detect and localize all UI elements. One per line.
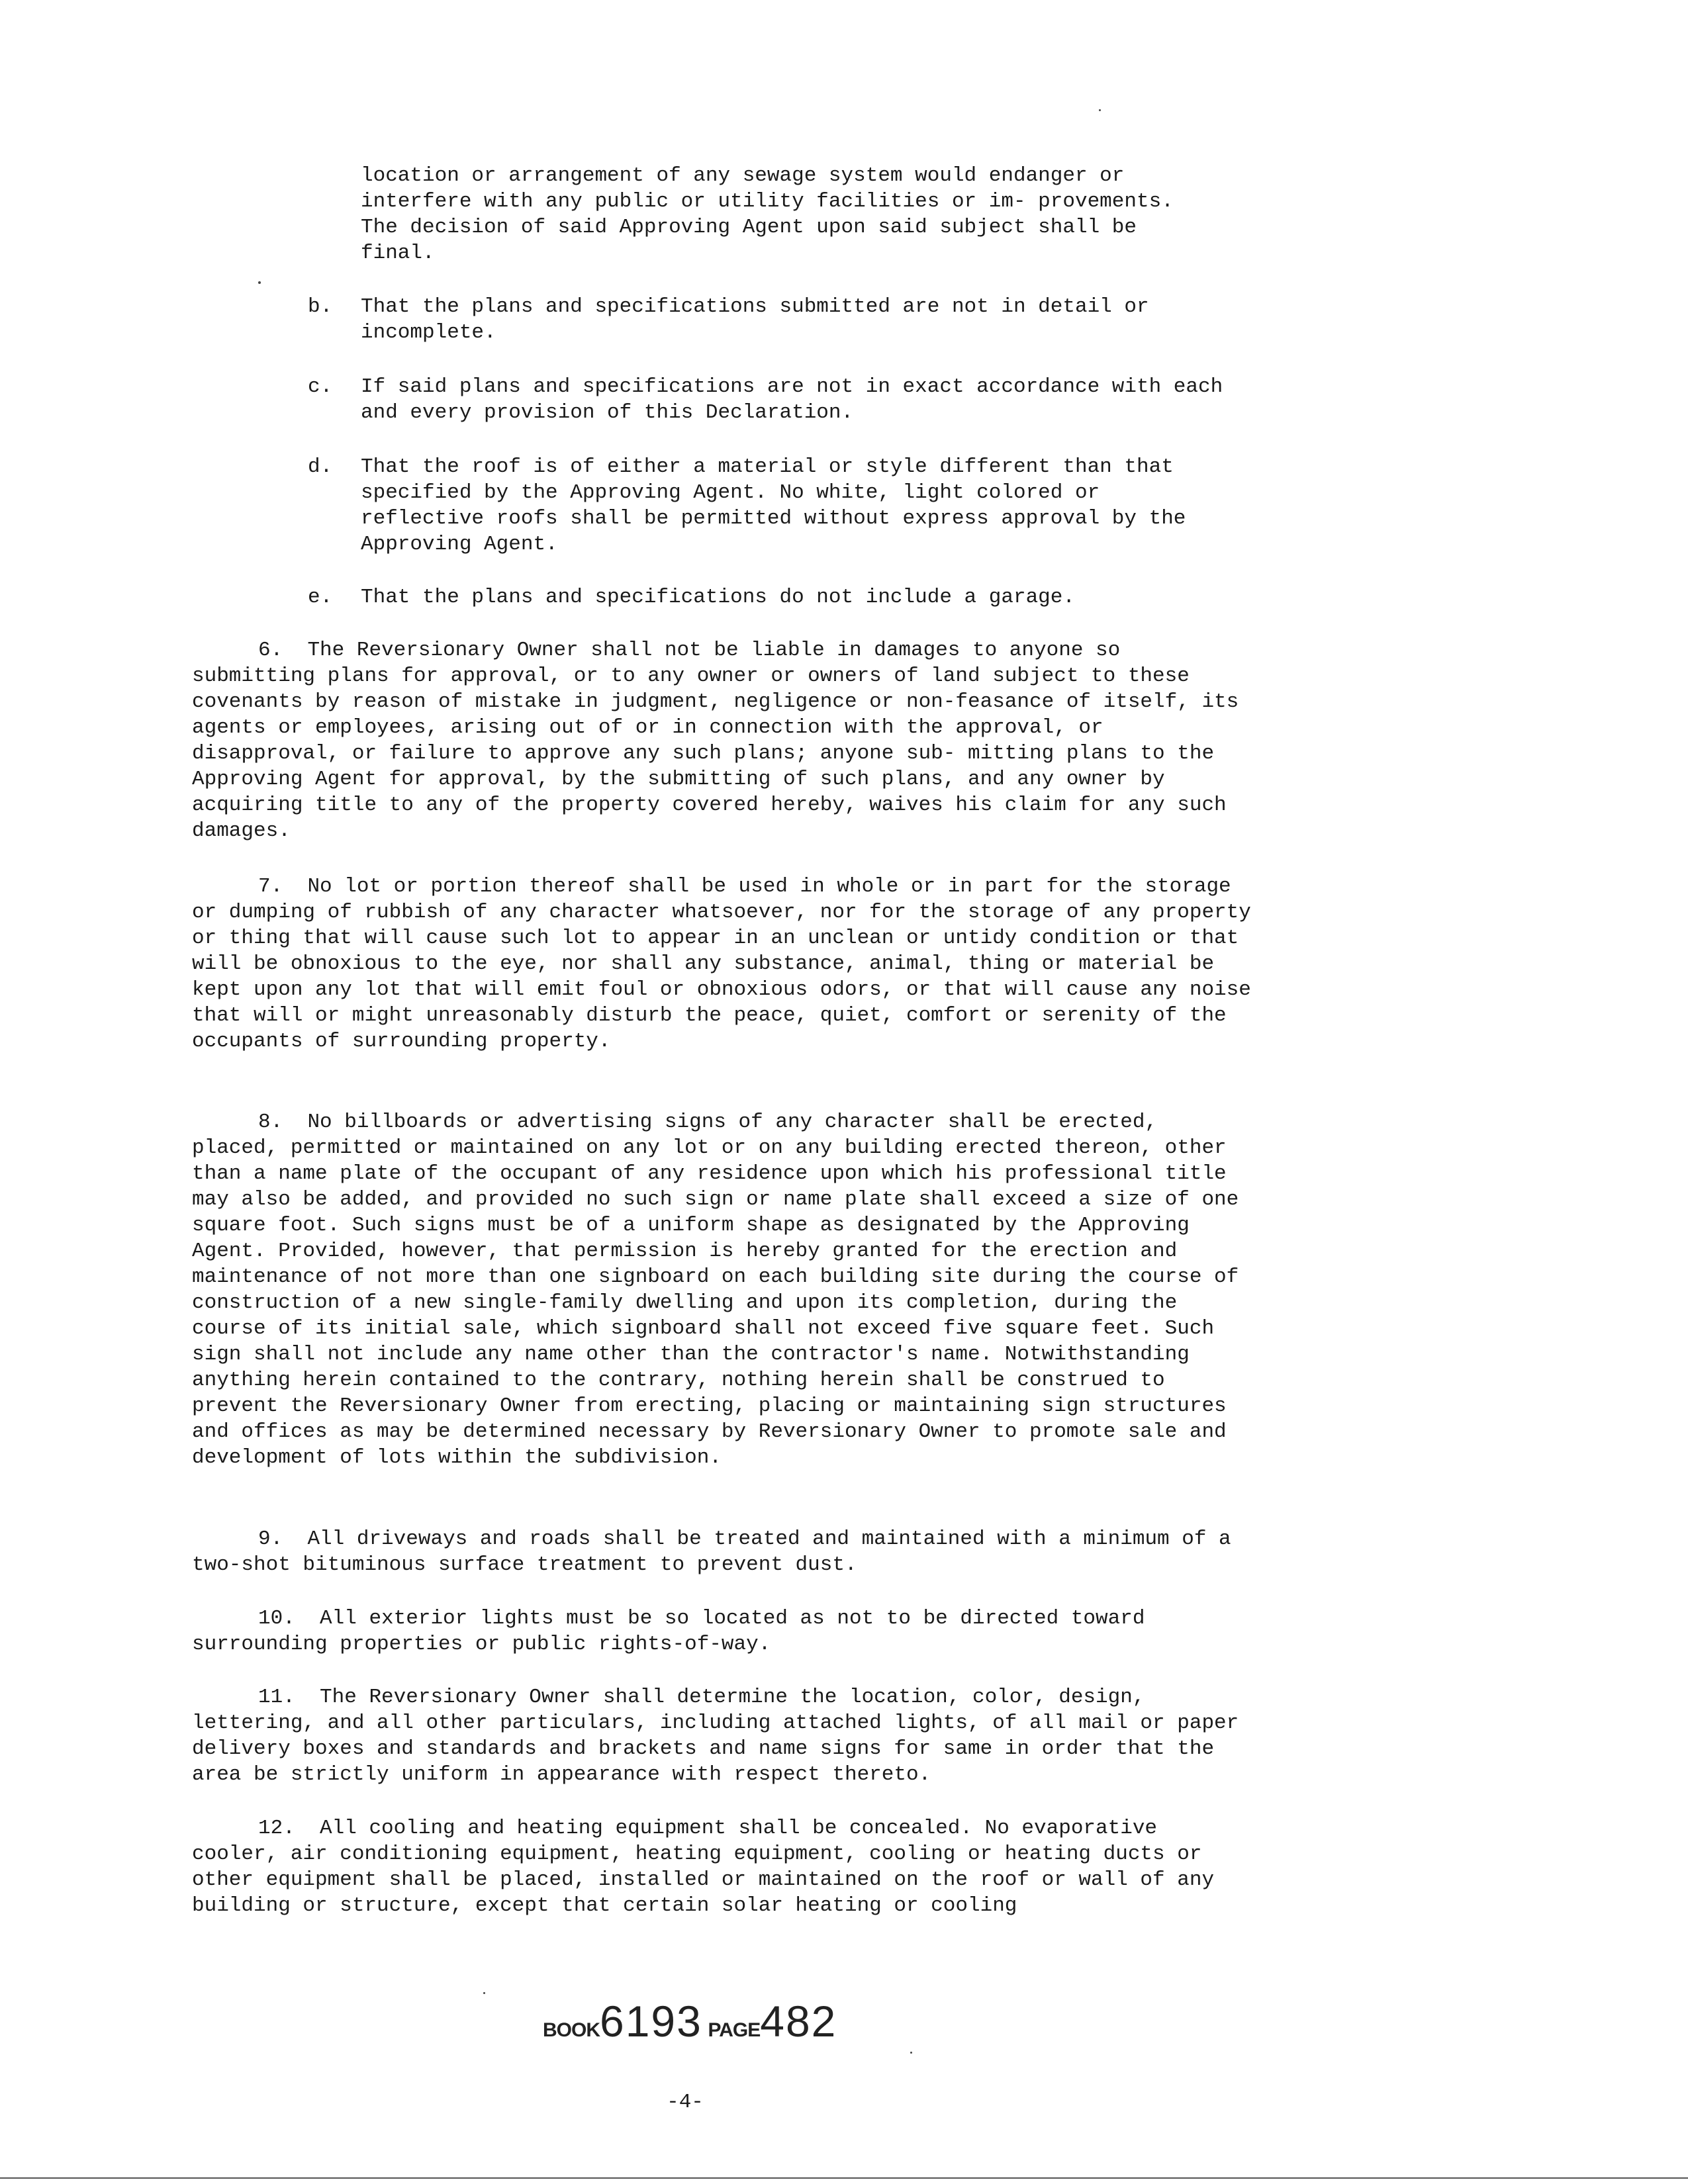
page-number-stamp: 482	[760, 1997, 837, 2046]
subitem-letter: c.	[308, 375, 333, 398]
subitem-text: That the plans and specifications do not include a garage.	[361, 586, 1075, 609]
paragraph-number: 7.	[258, 875, 283, 898]
scan-speck	[1099, 109, 1101, 111]
book-page-stamp	[543, 1997, 837, 2062]
subitem-d	[308, 454, 1235, 557]
paragraph-number: 12.	[258, 1817, 295, 1840]
subitem-letter: e.	[308, 586, 333, 609]
paragraph-number: 11.	[258, 1686, 295, 1709]
paragraph-text: The Reversionary Owner shall not be liable in damages to anyone so submitting plans for approval, or to any owner or owners of land subject to these covenants by reason of mistake in judgment, negligence or non-feasance of itself, its agents or employees, arising out of or in connection with the approval, or disapproval, or failure to approve any such plans; anyone sub- mitting plans to the Approving Agent for approval, by the submitting of such plans, and any owner by acquiring title to any of the property covered hereby, waives his claim for any such damages.	[192, 639, 1239, 842]
paragraph-8	[192, 1109, 1251, 1471]
paragraph-text: No billboards or advertising signs of any character shall be erected, placed, permitted or maintained on any lot or on any building erected thereon, other than a name plate of the occupant of any residence upon which his professional title may also be added, and provided no such sign or name plate shall exceed a size of one square foot. Such signs must be of a uniform shape as designated by the Approving Agent. Provided, however, that permission is hereby granted for the erection and maintenance of not more than one signboard on each building site during the course of construction of a new single-family dwelling and upon its completion, during the course of its initial sale, which signboard shall not exceed five square feet. Such sign shall not include any name other than the contractor's name. Notwithstanding anything herein contained to the contrary, nothing herein shall be construed to prevent the Reversionary Owner from erecting, placing or maintaining sign structures and offices as may be determined necessary by Reversionary Owner to promote sale and development of lots within the subdivision.	[192, 1111, 1239, 1469]
paragraph-7	[192, 874, 1251, 1054]
subitem-text: If said plans and specifications are not in exact accordance with each and every provision of this Declaration.	[361, 375, 1223, 424]
scan-speck	[258, 281, 261, 284]
subitem-letter: b.	[308, 295, 333, 318]
paragraph-text: All exterior lights must be so located as not to be directed toward surrounding properties or public rights-of-way.	[192, 1607, 1145, 1656]
paragraph-11	[192, 1684, 1251, 1788]
subitem-text: That the plans and specifications submitted are not in detail or incomplete.	[361, 295, 1149, 344]
paragraph-12	[192, 1815, 1251, 1919]
page-label: PAGE	[708, 2019, 761, 2041]
scan-speck	[483, 1992, 485, 1994]
paragraph-number: 10.	[258, 1607, 295, 1630]
paragraph-text: All driveways and roads shall be treated and maintained with a minimum of a two-shot bituminous surface treatment to prevent dust.	[192, 1527, 1231, 1576]
subitem-letter: d.	[308, 455, 333, 478]
scan-speck	[910, 2052, 912, 2054]
page-marker: -4-	[667, 2091, 704, 2114]
paragraph-9	[192, 1526, 1251, 1578]
lead-text: location or arrangement of any sewage system would endanger or interfere with any public or utility facilities or im- provements. The decision of said Approving Agent upon said subject shall be final.	[361, 164, 1174, 265]
subitem-e	[308, 584, 1235, 610]
paragraph-text: All cooling and heating equipment shall be concealed. No evaporative cooler, air conditioning equipment, heating equipment, cooling or heating ducts or other equipment shall be placed, installed or maintained on the roof or wall of any building or structure, except that certain solar heating or cooling	[192, 1817, 1215, 1917]
paragraph-number: 6.	[258, 639, 283, 662]
scan-edge-line	[0, 2177, 1688, 2179]
paragraph-10	[192, 1606, 1251, 1657]
book-label: BOOK	[543, 2019, 600, 2041]
paragraph-6	[192, 637, 1251, 844]
book-number: 6193	[600, 1997, 702, 2046]
subitem-b	[308, 294, 1235, 345]
paragraph-text: No lot or portion thereof shall be used in whole or in part for the storage or dumping of rubbish of any character whatsoever, nor for the storage of any property or thing that will cause such lot to appear in an unclean or untidy condition or that will be obnoxious to the eye, nor shall any substance, animal, thing or material be kept upon any lot that will emit foul or obnoxious odors, or that will cause any noise that will or might unreasonably disturb the peace, quiet, comfort or serenity of the occupants of surrounding property.	[192, 875, 1251, 1053]
subitem-c	[308, 374, 1235, 426]
paragraph-number: 9.	[258, 1527, 283, 1551]
paragraph-text: The Reversionary Owner shall determine the location, color, design, lettering, and all other particulars, including attached lights, of all mail or paper delivery boxes and standards and brackets and name signs for same in order that the area be strictly uniform in appearance with respect thereto.	[192, 1686, 1239, 1786]
paragraph-number: 8.	[258, 1111, 283, 1134]
subitem-text: That the roof is of either a material or style different than that specified by the Approving Agent. No white, light colored or reflective roofs shall be permitted without express approval by the Approving Agent.	[361, 455, 1186, 556]
